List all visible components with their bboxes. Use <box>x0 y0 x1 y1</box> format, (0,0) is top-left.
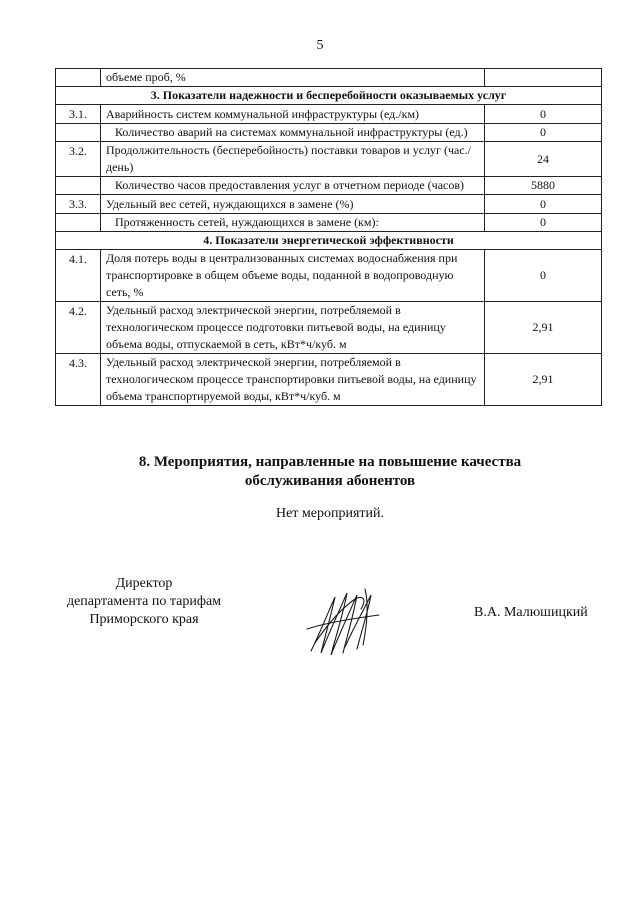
indicator-name: Удельный расход электрической энергии, потребляемой в технологическом процессе транспортировки питьевой воды, на единицу объема транспортируемой воды, кВт*ч/куб. м <box>101 354 485 406</box>
row-number <box>56 214 101 232</box>
table-row <box>56 105 602 124</box>
table-row <box>56 354 602 406</box>
signatory-title-line-2: департамента по тарифам <box>66 594 222 609</box>
table-row <box>56 195 602 214</box>
indicator-name: Продолжительность (бесперебойность) поставки товаров и услуг (час./день) <box>101 142 485 177</box>
indicator-value: 24 <box>485 142 602 177</box>
indicator-value: 0 <box>485 105 602 124</box>
table-row <box>56 250 602 302</box>
section-title: 3. Показатели надежности и бесперебойности оказываемых услуг <box>56 87 602 105</box>
signatory-title-line-3: Приморского края <box>89 612 199 627</box>
row-number: 4.3. <box>56 354 101 406</box>
row-number: 3.1. <box>56 105 101 124</box>
signatory-title-line-1: Директор <box>115 576 173 591</box>
indicator-value: 2,91 <box>485 354 602 406</box>
row-number <box>56 177 101 195</box>
indicator-value: 5880 <box>485 177 602 195</box>
table-row <box>56 177 602 195</box>
row-number: 3.2. <box>56 142 101 177</box>
section-header-row <box>56 232 602 250</box>
row-number <box>56 69 101 87</box>
row-number <box>56 124 101 142</box>
section-header-row <box>56 87 602 105</box>
no-measures-text: Нет мероприятий. <box>275 506 385 521</box>
indicator-value: 0 <box>485 214 602 232</box>
indicator-value: 0 <box>485 124 602 142</box>
handwritten-signature <box>305 585 385 657</box>
table-row <box>56 142 602 177</box>
row-number: 3.3. <box>56 195 101 214</box>
section-title: 4. Показатели энергетической эффективности <box>56 232 602 250</box>
indicator-value: 2,91 <box>485 302 602 354</box>
indicator-name: Удельный вес сетей, нуждающихся в замене (%) <box>101 195 485 214</box>
heading-line-2: обслуживания абонентов <box>244 473 416 489</box>
table-row <box>56 69 602 87</box>
indicator-value: 0 <box>485 250 602 302</box>
indicator-name: Протяженность сетей, нуждающихся в замене (км): <box>101 214 485 232</box>
page-number: 5 <box>316 38 324 53</box>
table-row <box>56 124 602 142</box>
table-row <box>56 302 602 354</box>
heading-line-1: 8. Мероприятия, направленные на повышение качества <box>138 454 522 470</box>
signatory-name: В.А. Малюшицкий <box>474 605 588 620</box>
row-number: 4.1. <box>56 250 101 302</box>
indicator-name: Количество часов предоставления услуг в отчетном периоде (часов) <box>101 177 485 195</box>
indicator-name: Доля потерь воды в централизованных системах водоснабжения при транспортировке в общем объеме воды, поданной в водопроводную сеть, % <box>101 250 485 302</box>
section-heading <box>0 453 640 491</box>
indicator-value <box>485 69 602 87</box>
indicator-name: Удельный расход электрической энергии, потребляемой в технологическом процессе подготовки питьевой воды, на единицу объема воды, отпускаемой в сеть, кВт*ч/куб. м <box>101 302 485 354</box>
indicator-name: Количество аварий на системах коммунальной инфраструктуры (ед.) <box>101 124 485 142</box>
signatory-title <box>44 575 244 629</box>
table-row <box>56 214 602 232</box>
indicators-table <box>55 68 602 406</box>
indicator-name: объеме проб, % <box>101 69 485 87</box>
indicator-name: Аварийность систем коммунальной инфраструктуры (ед./км) <box>101 105 485 124</box>
indicator-value: 0 <box>485 195 602 214</box>
row-number: 4.2. <box>56 302 101 354</box>
